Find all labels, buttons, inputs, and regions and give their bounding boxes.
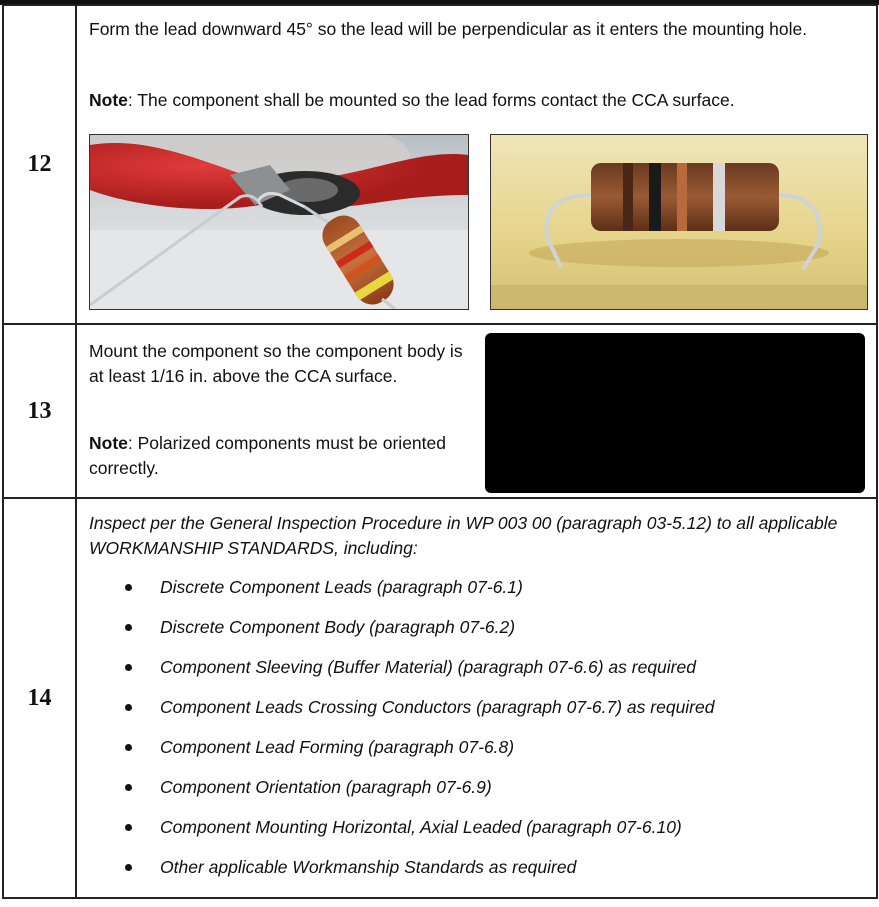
bullet-icon — [125, 784, 132, 791]
bullet-icon — [125, 864, 132, 871]
standards-list — [89, 575, 714, 895]
redacted-image — [485, 333, 865, 493]
step-number: 12 — [3, 5, 76, 324]
mounted-resistor-photo — [490, 134, 868, 310]
bullet-icon — [125, 744, 132, 751]
procedure-table — [2, 4, 878, 899]
note-label: Note — [89, 90, 128, 110]
step-content — [76, 324, 877, 498]
step-note — [89, 431, 479, 481]
list-item: Other applicable Workmanship Standards as required — [89, 855, 714, 895]
list-item: Component Sleeving (Buffer Material) (paragraph 07-6.6) as required — [89, 655, 714, 695]
step-content — [76, 498, 877, 898]
list-item: Component Lead Forming (paragraph 07-6.8) — [89, 735, 714, 775]
note-label: Note — [89, 433, 128, 453]
list-item: Component Mounting Horizontal, Axial Leaded (paragraph 07-6.10) — [89, 815, 714, 855]
step-number: 13 — [3, 324, 76, 498]
list-item: Component Orientation (paragraph 07-6.9) — [89, 775, 714, 815]
list-item: Discrete Component Leads (paragraph 07-6.1) — [89, 575, 714, 615]
bullet-icon — [125, 824, 132, 831]
step-instruction: Mount the component so the component body is at least 1/16 in. above the CCA surface. — [89, 341, 463, 386]
step-row-12 — [3, 5, 877, 324]
step-content — [76, 5, 877, 324]
note-text: : The component shall be mounted so the lead forms contact the CCA surface. — [127, 90, 735, 110]
step-row-13 — [3, 324, 877, 498]
lead-forming-photo — [89, 134, 469, 310]
bullet-icon — [125, 664, 132, 671]
bullet-icon — [125, 624, 132, 631]
step-row-14 — [3, 498, 877, 898]
step-note — [89, 88, 869, 113]
step-instruction: Inspect per the General Inspection Procedure in WP 003 00 (paragraph 03-5.12) to all applicable WORKMANSHIP STANDARDS, including: — [89, 513, 838, 558]
bullet-icon — [125, 704, 132, 711]
list-item: Component Leads Crossing Conductors (paragraph 07-6.7) as required — [89, 695, 714, 735]
step-number: 14 — [3, 498, 76, 898]
bullet-icon — [125, 584, 132, 591]
note-text: : Polarized components must be oriented correctly. — [89, 433, 446, 478]
list-item: Discrete Component Body (paragraph 07-6.2) — [89, 615, 714, 655]
step-instruction: Form the lead downward 45° so the lead will be perpendicular as it enters the mounting hole. — [89, 19, 808, 39]
